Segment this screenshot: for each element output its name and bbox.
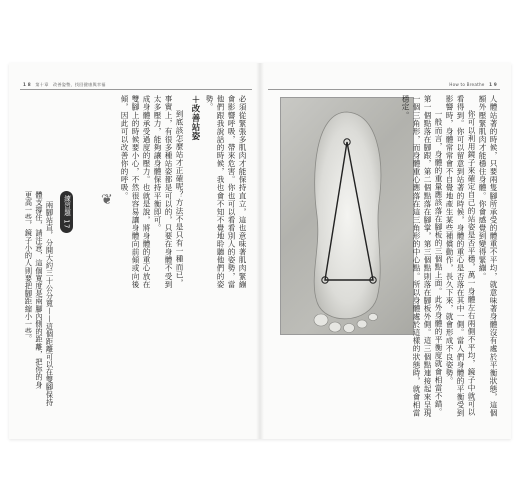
left-page	[9, 63, 260, 439]
section-paragraph-1: 到底該怎麼站才正確呢？方法不是只有一種而已，事實上，有很多種站姿都是可以的，只要在身體不受到太多壓力，能夠讓身體保持平衡即可。	[153, 95, 184, 289]
left-body-text	[119, 95, 248, 295]
practice-label: 練習題 17	[60, 191, 74, 233]
right-paragraph-3: 一般而言，身體的重量應該落在腳板的三個點上面。此外身體的平衡度就會相當不錯。第一個點落在腳跟，第二個點落在腳掌，第三個點則落在腳板外側。這三個點連接起來呈現一個三角形，而身體重心應落在這三角形的中心點。所以身體處於這樣的狀態時，就會相當穩定。	[401, 95, 443, 417]
section-paragraph-2: 成身體承受過度的壓力。也就是說，將身體的重心放在雙腳上的時候要小心，不然很容易讓身體向前傾或向後傾，因此可以改善你的呼吸。	[120, 95, 151, 289]
right-page-header	[449, 82, 500, 87]
right-paragraph-2: 你可以利用鏡子來確定自己的站姿是否平穩，萬一身體左右兩側不平均，鏡子中就可以看得到。你可以留意到站著的時候，身體的重心是否落在其中一側。當人們身體的平衡受到影響時，身體常常會不自覺地產生某些補償動作，長久下來，就會形成不良姿勢。	[445, 95, 476, 417]
left-page-number: 1 8	[23, 82, 31, 87]
right-page-number: 1 9	[489, 82, 497, 87]
practice-box	[23, 191, 73, 427]
footprint-figure	[280, 97, 414, 335]
toe-icon	[314, 314, 328, 326]
left-header-rule	[20, 89, 252, 90]
right-paragraph-1: 人體站著的時候，只要兩隻腳所承受的體重不平均，就意味著身體沒有處於平衡狀態，這個額外壓緊肌肉才能穩住身體。你會感覺到變得緊繃。	[478, 95, 498, 417]
ornament-flourish-icon: ❦	[101, 192, 113, 208]
book-spread	[9, 63, 511, 439]
practice-line-3: 更高一些，鏡子小的人則要把腳距縮小一些。	[24, 191, 34, 343]
left-intro-paragraph: 必須從緊張多肌肉才能保持直立，這也意味著肌肉緊繃會影響呼吸，帶來危害。你也可以看看別人的姿勢，當他們跟我說話的時候，我也會不知不覺地聆聽他們的姿勢。	[205, 95, 247, 289]
right-body-text	[400, 95, 499, 421]
book-title: How to Breathe	[449, 82, 485, 87]
toe-icon	[369, 313, 378, 320]
chapter-title: 第十章 改善姿勢，找回健康與幸福	[35, 82, 106, 87]
section-heading: ＋改善站姿	[191, 95, 201, 141]
toe-icon	[344, 324, 355, 333]
practice-line-2: 體支撐住，請注意，這個寬度是兩腳內側的距離，把你的身	[35, 191, 44, 389]
right-page	[260, 63, 511, 439]
toe-icon	[329, 322, 341, 332]
toe-icon	[357, 320, 367, 328]
footprint-illustration	[281, 98, 413, 334]
practice-line-1: 兩腳站直，分開大約三十公分寬——這個距離可以在雙腳保持	[45, 201, 55, 407]
left-page-header	[20, 82, 106, 88]
right-header-rule	[268, 89, 500, 90]
